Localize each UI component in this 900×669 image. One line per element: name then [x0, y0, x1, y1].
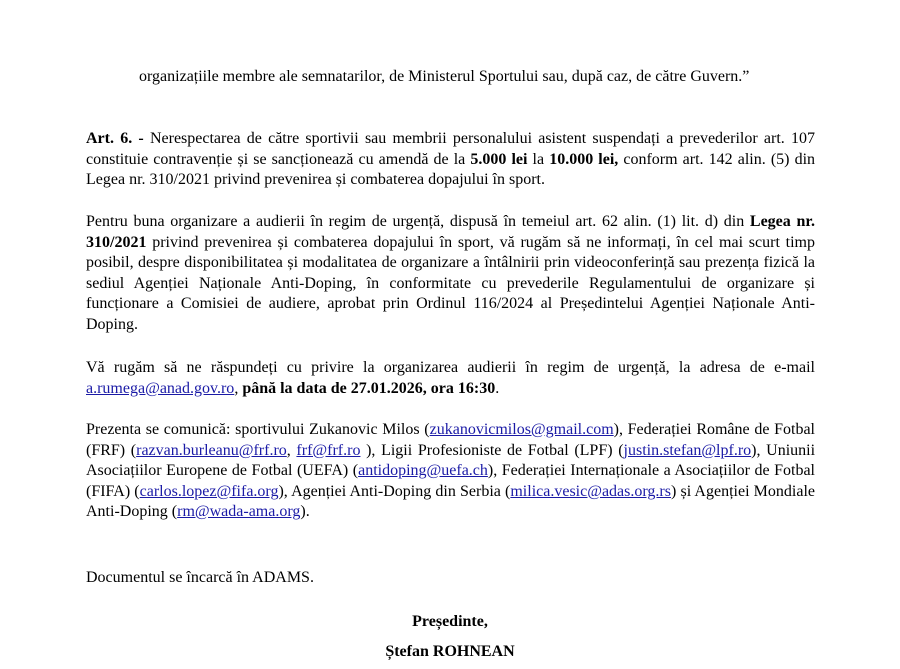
article-6-paragraph [86, 129, 815, 191]
hearing-paragraph [86, 212, 815, 335]
email-link[interactable]: carlos.lopez@fifa.org [139, 482, 279, 500]
email-link[interactable]: frf@frf.ro [296, 441, 361, 459]
recipients-text: ), Federației Internaționale a Asociațiilor de Fotbal (FIFA) ( [86, 462, 816, 500]
hearing-text: privind prevenirea și combaterea dopajului în sport, vă rugăm să ne informați, în cel mai scurt timp posibil, despre disponibilitatea și modalitatea de organizare a întâlnirii prin videoconferință sau prezența fizică la sediul Agenției Naționale Anti-Doping, în conformitate cu prevederile Regulamentului de organizare și funcționare a Comisiei de audiere, aprobat prin Ordinul 116/2024 al Președintelui Agenției Naționale Anti-Doping. [86, 233, 815, 333]
recipients-text: ), Uniunii Asociațiilor Europene de Fotbal (UEFA) ( [86, 441, 816, 479]
article-label: Art. 6. [86, 130, 133, 147]
email-link[interactable]: justin.stefan@lpf.ro [623, 441, 752, 459]
reply-text: Vă rugăm să ne răspundeți cu privire la organizarea audierii în regim de urgență, la adresa de e-mail [86, 359, 815, 376]
recipients-text: ), Ligii Profesioniste de Fotbal (LPF) ( [360, 441, 624, 459]
article-text: Nerespectarea de către sportivii sau membrii personalului asistent suspendați a prevederilor art. 107 constituie contravenție și se sancționează cu amendă de la [86, 130, 816, 168]
email-link[interactable]: razvan.burleanu@frf.ro [136, 441, 287, 459]
recipients-paragraph [86, 420, 815, 523]
recipients-text: ), Agenției Anti-Doping din Serbia ( [278, 482, 511, 500]
law-reference: Legea nr. 310/2021 [86, 213, 815, 251]
email-link[interactable]: rm@wada-ama.org [177, 503, 301, 520]
recipients-text: ). [300, 503, 310, 520]
hearing-text: Pentru buna organizare a audierii în regim de urgență, dispusă în temeiul art. 62 alin. (1) lit. d) din [86, 213, 750, 230]
email-link[interactable]: zukanovicmilos@gmail.com [429, 421, 614, 438]
recipients-text: Prezenta se comunică: sportivului Zukanovic Milos ( [86, 421, 430, 438]
intro-paragraph [139, 67, 815, 88]
reply-request-paragraph [86, 358, 815, 399]
fine-max: 10.000 lei, [549, 150, 619, 168]
deadline: până la data de 27.01.2026, ora 16:30 [242, 379, 496, 397]
email-link[interactable]: milica.vesic@adas.org.rs [510, 482, 671, 500]
email-link[interactable]: a.rumega@anad.gov.ro [86, 379, 235, 397]
signature-name: Ștefan ROHNEAN [385, 643, 515, 660]
signature-title: Președinte, [412, 613, 488, 630]
recipients-text: ) și Agenției Mondiale Anti-Doping ( [86, 482, 816, 520]
article-text: la [527, 150, 550, 168]
closing-paragraph [86, 568, 815, 589]
article-text: conform art. 142 alin. (5) din Legea nr. 310/2021 privind prevenirea și combaterea dopajului în sport. [86, 150, 816, 188]
fine-min: 5.000 lei [470, 150, 528, 168]
recipients-text: ), Federației Române de Fotbal (FRF) ( [86, 421, 815, 459]
email-link[interactable]: antidoping@uefa.ch [358, 462, 488, 479]
recipients-text: , [286, 441, 297, 459]
reply-text: . [495, 379, 500, 397]
closing-text: Documentul se încarcă în ADAMS. [86, 569, 314, 586]
intro-text: organizațiile membre ale semnatarilor, de Ministerul Sportului sau, după caz, de către Guvern.” [139, 68, 750, 85]
reply-text: , [234, 379, 243, 397]
article-dash: - [132, 130, 150, 147]
